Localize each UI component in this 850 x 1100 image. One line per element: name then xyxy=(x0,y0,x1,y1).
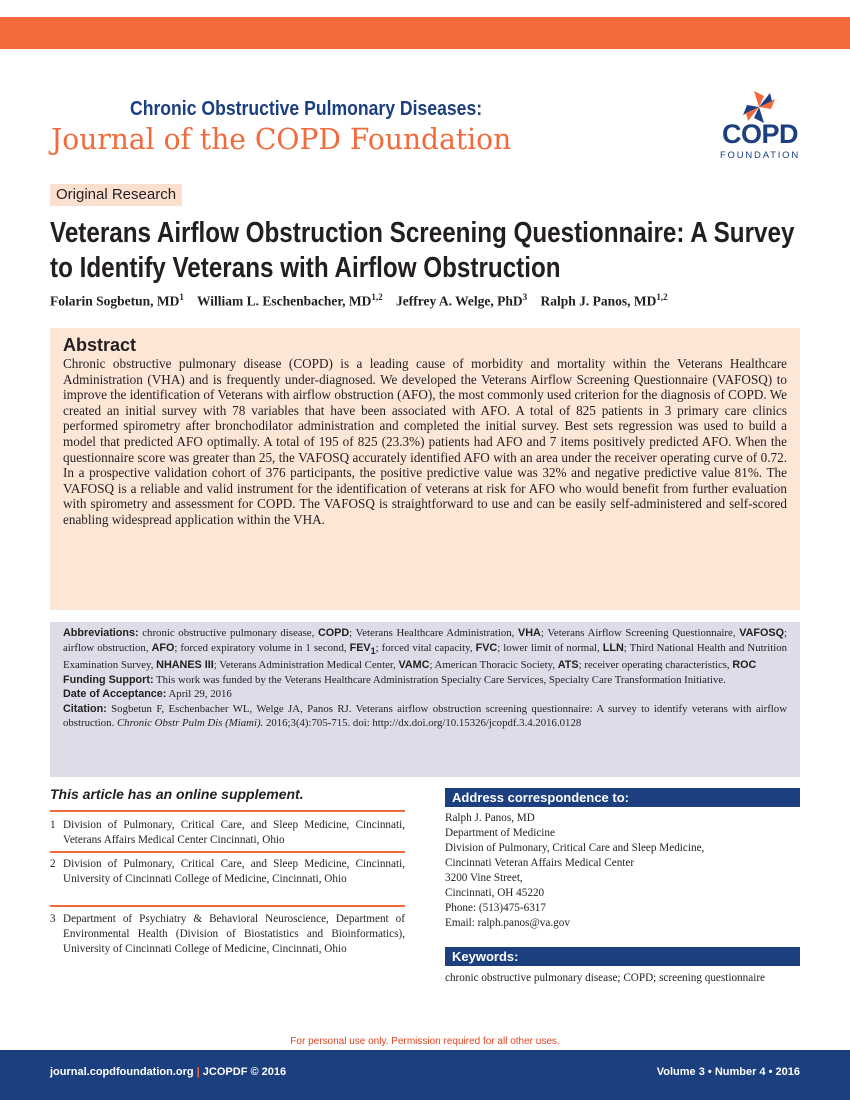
author-affiliation: 3 xyxy=(522,292,528,302)
citation: Citation: Sogbetun F, Eschenbacher WL, Welge JA, Panos RJ. Veterans airflow obstruction screening questionnaire: A survey to identify veterans with airflow obstruction. Chronic Obstr Pulm Dis (Miami). 2016;3(4):705-715. doi: http://dx.doi.org/10.15326/jcopdf.3.4.2016.0128 xyxy=(63,702,787,730)
address-line: Division of Pulmonary, Critical Care and Sleep Medicine, xyxy=(445,842,705,854)
top-orange-bar xyxy=(0,17,850,49)
abstract-box xyxy=(50,328,800,610)
copd-foundation-logo xyxy=(716,90,804,162)
journal-title: Journal of the COPD Foundation xyxy=(51,122,512,156)
author-name: Folarin Sogbetun, MD xyxy=(50,293,180,309)
doi-link[interactable]: 2016;3(4):705-715. doi: http://dx.doi.org/10.15326/jcopdf.3.4.2016.0128 xyxy=(263,717,582,730)
metadata-box xyxy=(50,622,800,777)
personal-use-notice: For personal use only. Permission required for all other uses. xyxy=(290,1036,560,1047)
footer-copyright: JCOPDF © 2016 xyxy=(202,1066,287,1078)
correspondence-address xyxy=(445,811,704,931)
affiliation-divider xyxy=(50,851,405,853)
author-affiliation: 1,2 xyxy=(371,292,383,302)
address-line: Ralph J. Panos, MD xyxy=(445,812,535,824)
footer-separator: | xyxy=(196,1066,200,1078)
footer-volume: Volume 3 • Number 4 • 2016 xyxy=(656,1066,800,1078)
author-affiliation: 1,2 xyxy=(656,292,668,302)
correspondence-heading: Address correspondence to: xyxy=(445,788,800,807)
address-line: Cincinnati Veteran Affairs Medical Center xyxy=(445,857,635,869)
affiliation-item xyxy=(50,818,405,848)
journal-subtitle: Chronic Obstructive Pulmonary Diseases: xyxy=(130,98,483,120)
affiliation-item xyxy=(50,912,405,957)
abbreviations: Abbreviations: chronic obstructive pulmonary disease, COPD; Veterans Healthcare Administration, VHA; Veterans Airflow Screening Questionnaire, VAFOSQ; airflow obstruction, AFO; forced expiratory volume in 1 second, $FEV_1$; forced vital capacity, FVC; lower limit of normal, LLN; Third National Health and Nutrition Examination Survey, NHANES III; Veterans Administration Medical Center, VAMC; American Thoracic Society, ATS; receiver operating characteristics, ROC xyxy=(63,627,787,672)
logo-subtext: FOUNDATION xyxy=(719,150,801,161)
journal-site-link[interactable]: journal.copdfoundation.org xyxy=(50,1066,194,1078)
affiliation-number: 3 xyxy=(50,913,56,925)
date-of-acceptance: Date of Acceptance: April 29, 2016 xyxy=(63,688,232,701)
article-title xyxy=(50,216,795,286)
keywords-heading: Keywords: xyxy=(445,947,800,966)
affiliation-text: Division of Pulmonary, Critical Care, and Sleep Medicine, Cincinnati, University of Cincinnati College of Medicine, Cincinnati, Ohio xyxy=(63,858,405,885)
author-name: Ralph J. Panos, MD xyxy=(540,293,657,309)
keywords-text: chronic obstructive pulmonary disease; COPD; screening questionnaire xyxy=(445,972,766,984)
author-name: William L. Eschenbacher, MD xyxy=(197,293,372,309)
title-line-1: Veterans Airflow Obstruction Screening Questionnaire: A Survey xyxy=(50,217,795,249)
affiliation-divider xyxy=(50,810,405,812)
author-list xyxy=(50,292,668,310)
affiliation-number: 1 xyxy=(50,819,56,831)
address-line: 3200 Vine Street, xyxy=(445,872,523,884)
affiliation-text: Division of Pulmonary, Critical Care, and Sleep Medicine, Cincinnati, Veterans Affairs Medical Center Cincinnati, Ohio xyxy=(63,819,405,846)
page-number: 705 xyxy=(14,0,35,14)
footer-left xyxy=(50,1066,286,1078)
article-type-badge: Original Research xyxy=(50,184,182,206)
affiliation-item xyxy=(50,857,405,887)
author-affiliation: 1 xyxy=(179,292,184,302)
abstract-text: Chronic obstructive pulmonary disease (COPD) is a leading cause of morbidity and mortality within the Veterans Healthcare Administration (VHA) and is frequently under-diagnosed. We developed the Veterans Airflow Screening Questionnaire (VAFOSQ) to improve the identification of Veterans with airflow obstruction (AFO), the most commonly used criterion for the diagnosis of COPD. We created an initial survey with 78 variables that have been associated with AFO. A total of 825 patients in 3 primary care clinics performed spirometry after bronchodilator administration and completed the initial survey. Best sets regression was used to build a model that predicted AFO optimally. A total of 195 of 825 (23.3%) patients had AFO and 7 items positively predicted AFO. When the questionnaire score was greater than 25, the VAFOSQ accurately identified AFO with an area under the receiver operating curve of 0.72. In a prospective validation cohort of 376 participants, the positive predictive value was 32% and negative predictive value 81%. The VAFOSQ is a reliable and valid instrument for the identification of veterans at risk for AFO who would benefit from further evaluation with spirometry and assessment for COPD. The VAFOSQ is straightforward to use and can be easily self-administered and self-scored enabling widespread application within the VHA. xyxy=(63,356,787,527)
funding-support: Funding Support: This work was funded by the Veterans Healthcare Administration Specialty Care Services, Specialty Care Transformation Initiative. xyxy=(63,673,726,686)
affiliation-number: 2 xyxy=(50,858,56,870)
logo-wordmark: COPD xyxy=(721,119,798,149)
author-name: Jeffrey A. Welge, PhD xyxy=(396,293,523,309)
affiliation-divider xyxy=(50,905,405,907)
title-line-2: to Identify Veterans with Airflow Obstruction xyxy=(50,252,561,284)
online-supplement-note: This article has an online supplement. xyxy=(50,786,304,802)
address-line: Department of Medicine xyxy=(445,827,555,839)
email-link[interactable]: Email: ralph.panos@va.gov xyxy=(445,917,570,929)
affiliation-text: Department of Psychiatry & Behavioral Neuroscience, Department of Environmental Health (Division of Biostatistics and Bioinformatics), University of Cincinnati College of Medicine, Cincinnati, Ohio xyxy=(63,913,405,955)
address-line: Phone: (513)475-6317 xyxy=(445,902,546,914)
abstract-heading: Abstract xyxy=(63,335,137,355)
address-line: Cincinnati, OH 45220 xyxy=(445,887,545,899)
